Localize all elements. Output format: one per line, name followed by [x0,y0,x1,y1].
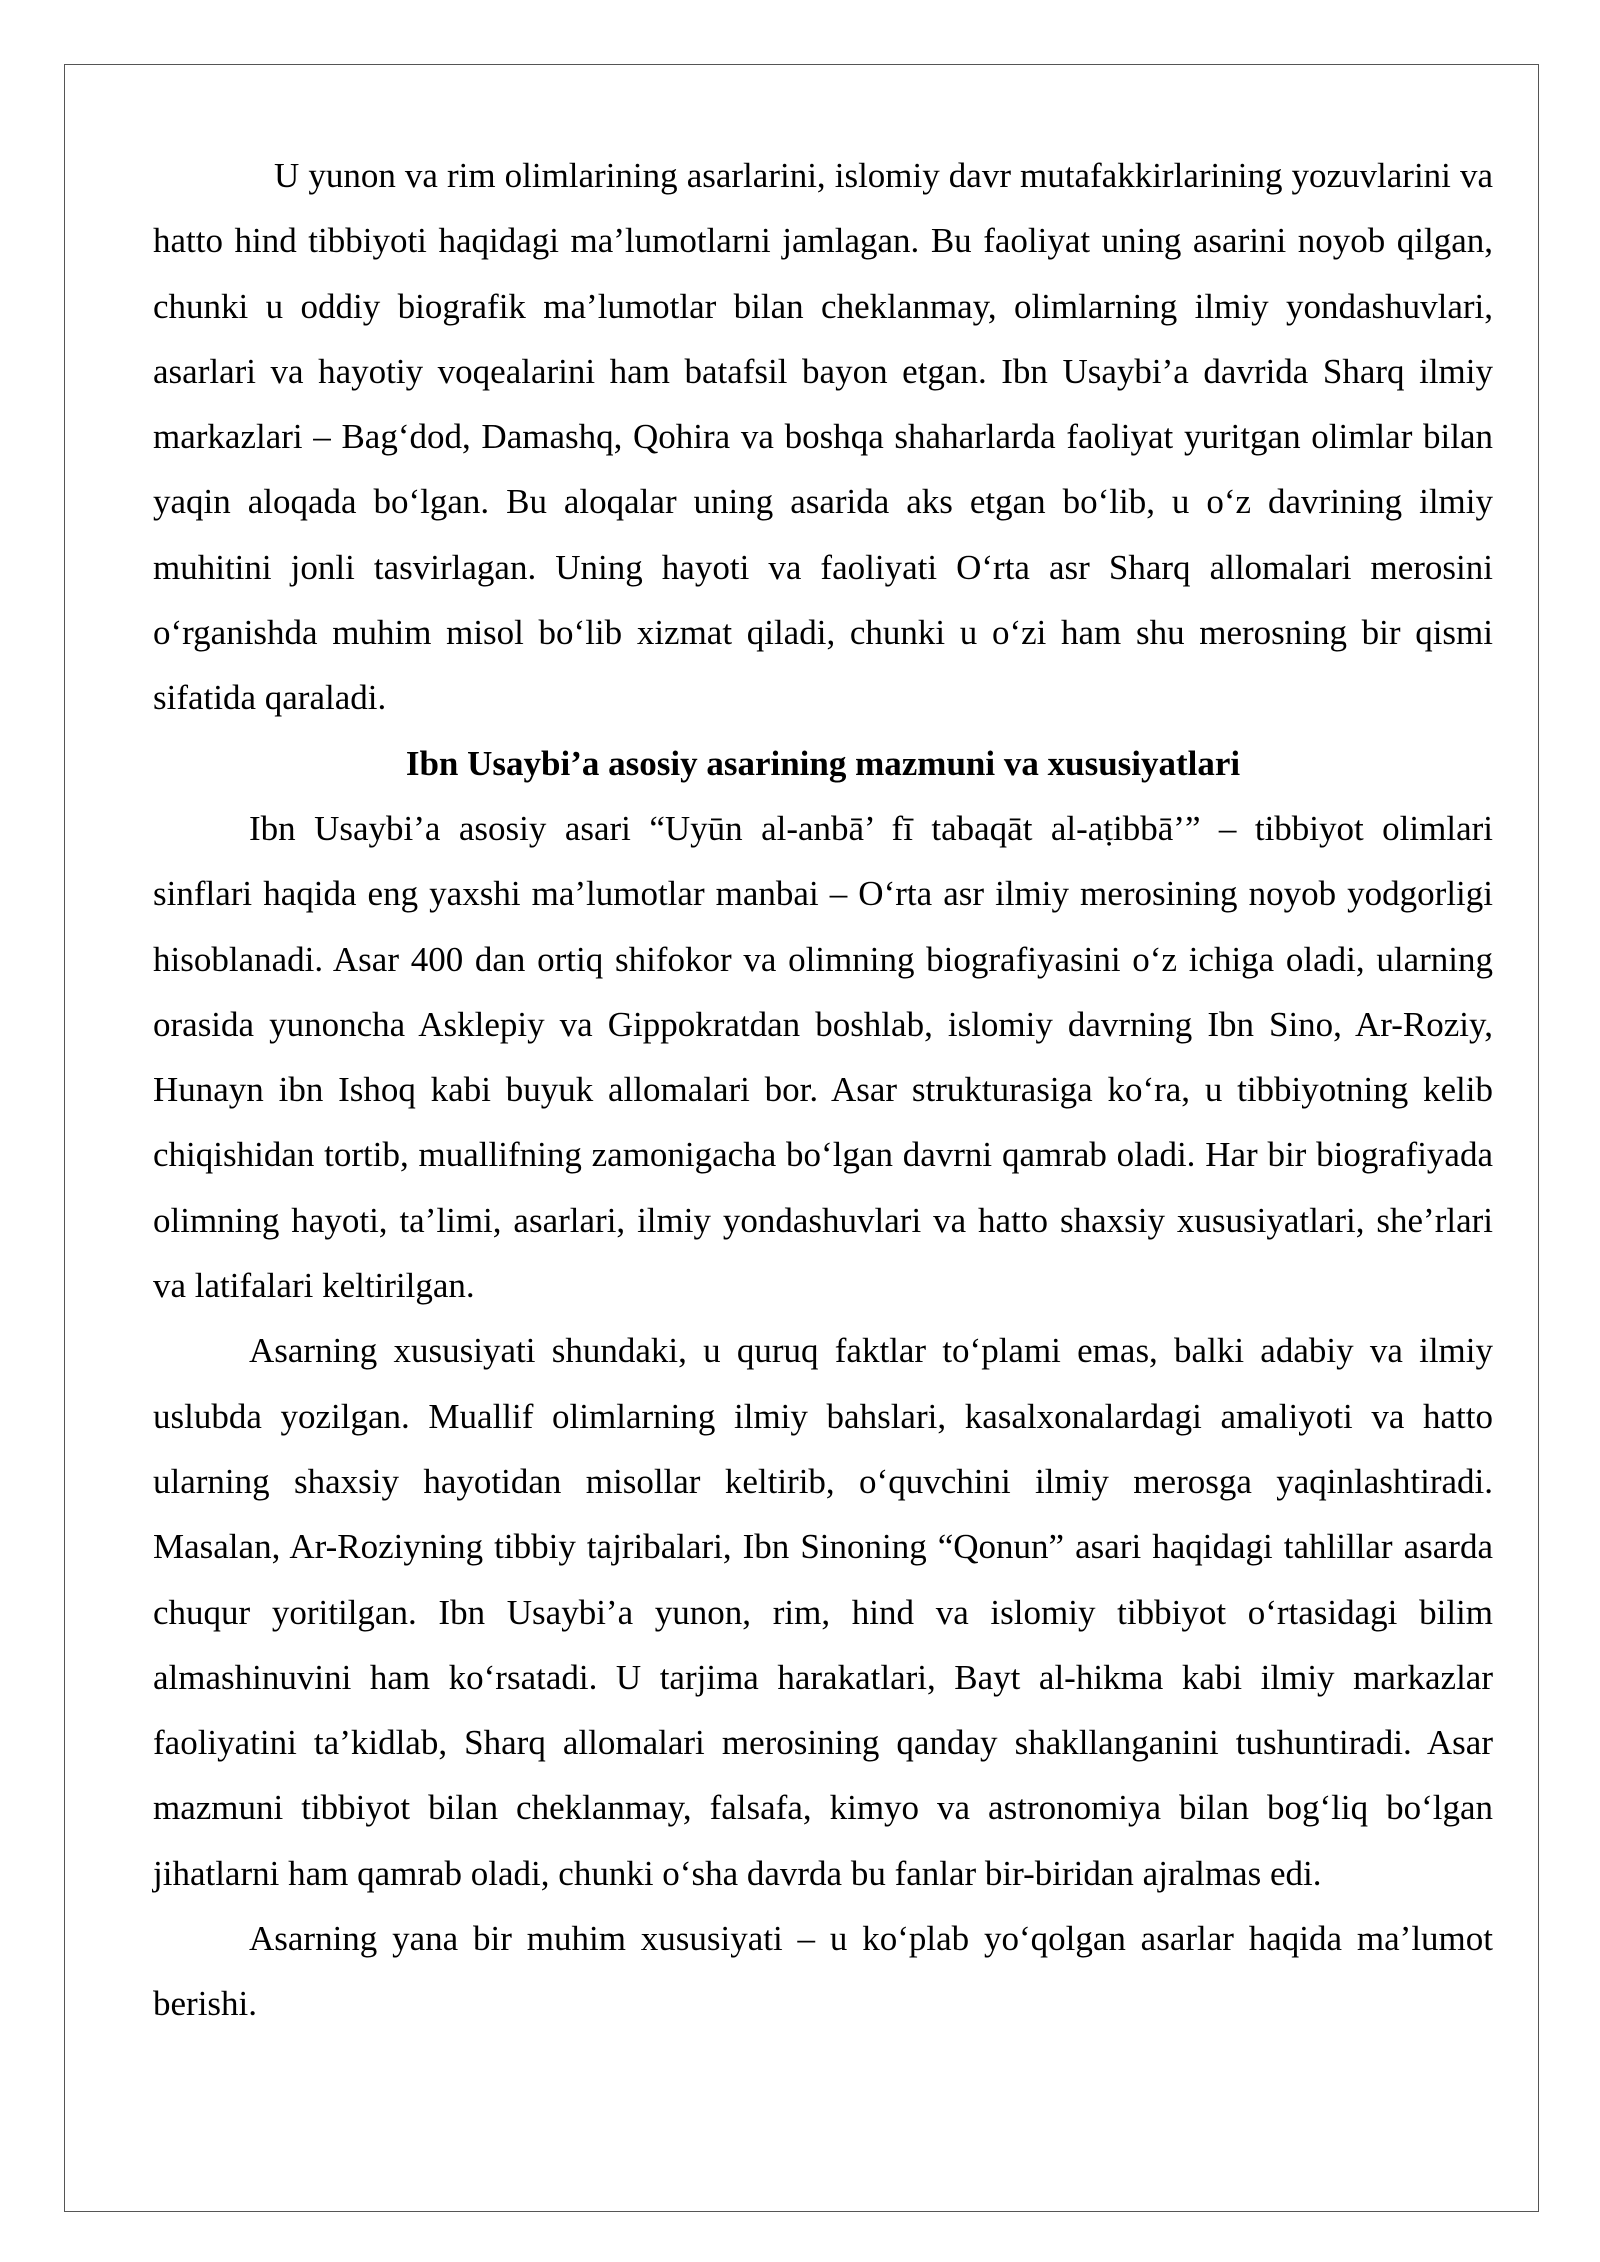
paragraph-intro: U yunon va rim olimlarining asarlarini, islomiy davr mutafakkirlarining yozuvlarini va hatto hind tibbiyoti haqidagi ma’lumotlarni jamlagan. Bu faoliyat uning asarini noyob qilgan, chunki u oddiy biografik ma’lumotlar bilan cheklanmay, olimlarning ilmiy yondashuvlari, asarlari va hayotiy voqealarini ham batafsil bayon etgan. Ibn Usaybi’a davrida Sharq ilmiy markazlari – Bag‘dod, Damashq, Qohira va boshqa shaharlarda faoliyat yuritgan olimlar bilan yaqin aloqada bo‘lgan. Bu aloqalar uning asarida aks etgan bo‘lib, u o‘z davrining ilmiy muhitini jonli tasvirlagan. Uning hayoti va faoliyati O‘rta asr Sharq allomalari merosini o‘rganishda muhim misol bo‘lib xizmat qiladi, chunki u o‘zi ham shu merosning bir qismi sifatida qaraladi. [153,156,1493,718]
paragraph-main-work: Ibn Usaybi’a asosiy asari “Uyūn al-anbā’ fī tabaqāt al-aṭibbā’” – tibbiyot olimlari sinflari haqida eng yaxshi ma’lumotlar manbai – O‘rta asr ilmiy merosining noyob yodgorligi hisoblanadi. Asar 400 dan ortiq shifokor va olimning biografiyasini o‘z ichiga oladi, ularning orasida yunoncha Asklepiy va Gippokratdan boshlab, islomiy davrning Ibn Sino, Ar-Roziy, Hunayn ibn Ishoq kabi buyuk allomalari bor. Asar strukturasiga ko‘ra, u tibbiyotning kelib chiqishidan tortib, muallifning zamonigacha bo‘lgan davrni qamrab oladi. Har bir biografiyada olimning hayoti, ta’limi, asarlari, ilmiy yondashuvlari va hatto shaxsiy xususiyatlari, she’rlari va latifalari keltirilgan. [153,808,1493,1306]
paragraph-features: Asarning xususiyati shundaki, u quruq faktlar to‘plami emas, balki adabiy va ilmiy uslubda yozilgan. Muallif olimlarning ilmiy bahslari, kasalxonalardagi amaliyoti va hatto ularning shaxsiy hayotidan misollar keltirib, o‘quvchini ilmiy merosga yaqinlashtiradi. Masalan, Ar-Roziyning tibbiy tajribalari, Ibn Sinoning “Qonun” asari haqidagi tahlillar asarda chuqur yoritilgan. Ibn Usaybi’a yunon, rim, hind va islomiy tibbiyot o‘rtasidagi bilim almashinuvini ham ko‘rsatadi. U tarjima harakatlari, Bayt al-hikma kabi ilmiy markazlar faoliyatini ta’kidlab, Sharq allomalari merosining qanday shakllanganini tushuntiradi. Asar mazmuni tibbiyot bilan cheklanmay, falsafa, kimyo va astronomiya bilan bog‘liq bo‘lgan jihatlarni ham qamrab oladi, chunki o‘sha davrda bu fanlar bir-biridan ajralmas edi. [153,1331,1493,1893]
paragraph-lost-works: Asarning yana bir muhim xususiyati – u ko‘plab yo‘qolgan asarlar haqida ma’lumot berishi. [153,1919,1493,2024]
document-body [153,143,1493,2037]
section-heading: Ibn Usaybi’a asosiy asarining mazmuni va xususiyatlari [405,743,1241,783]
